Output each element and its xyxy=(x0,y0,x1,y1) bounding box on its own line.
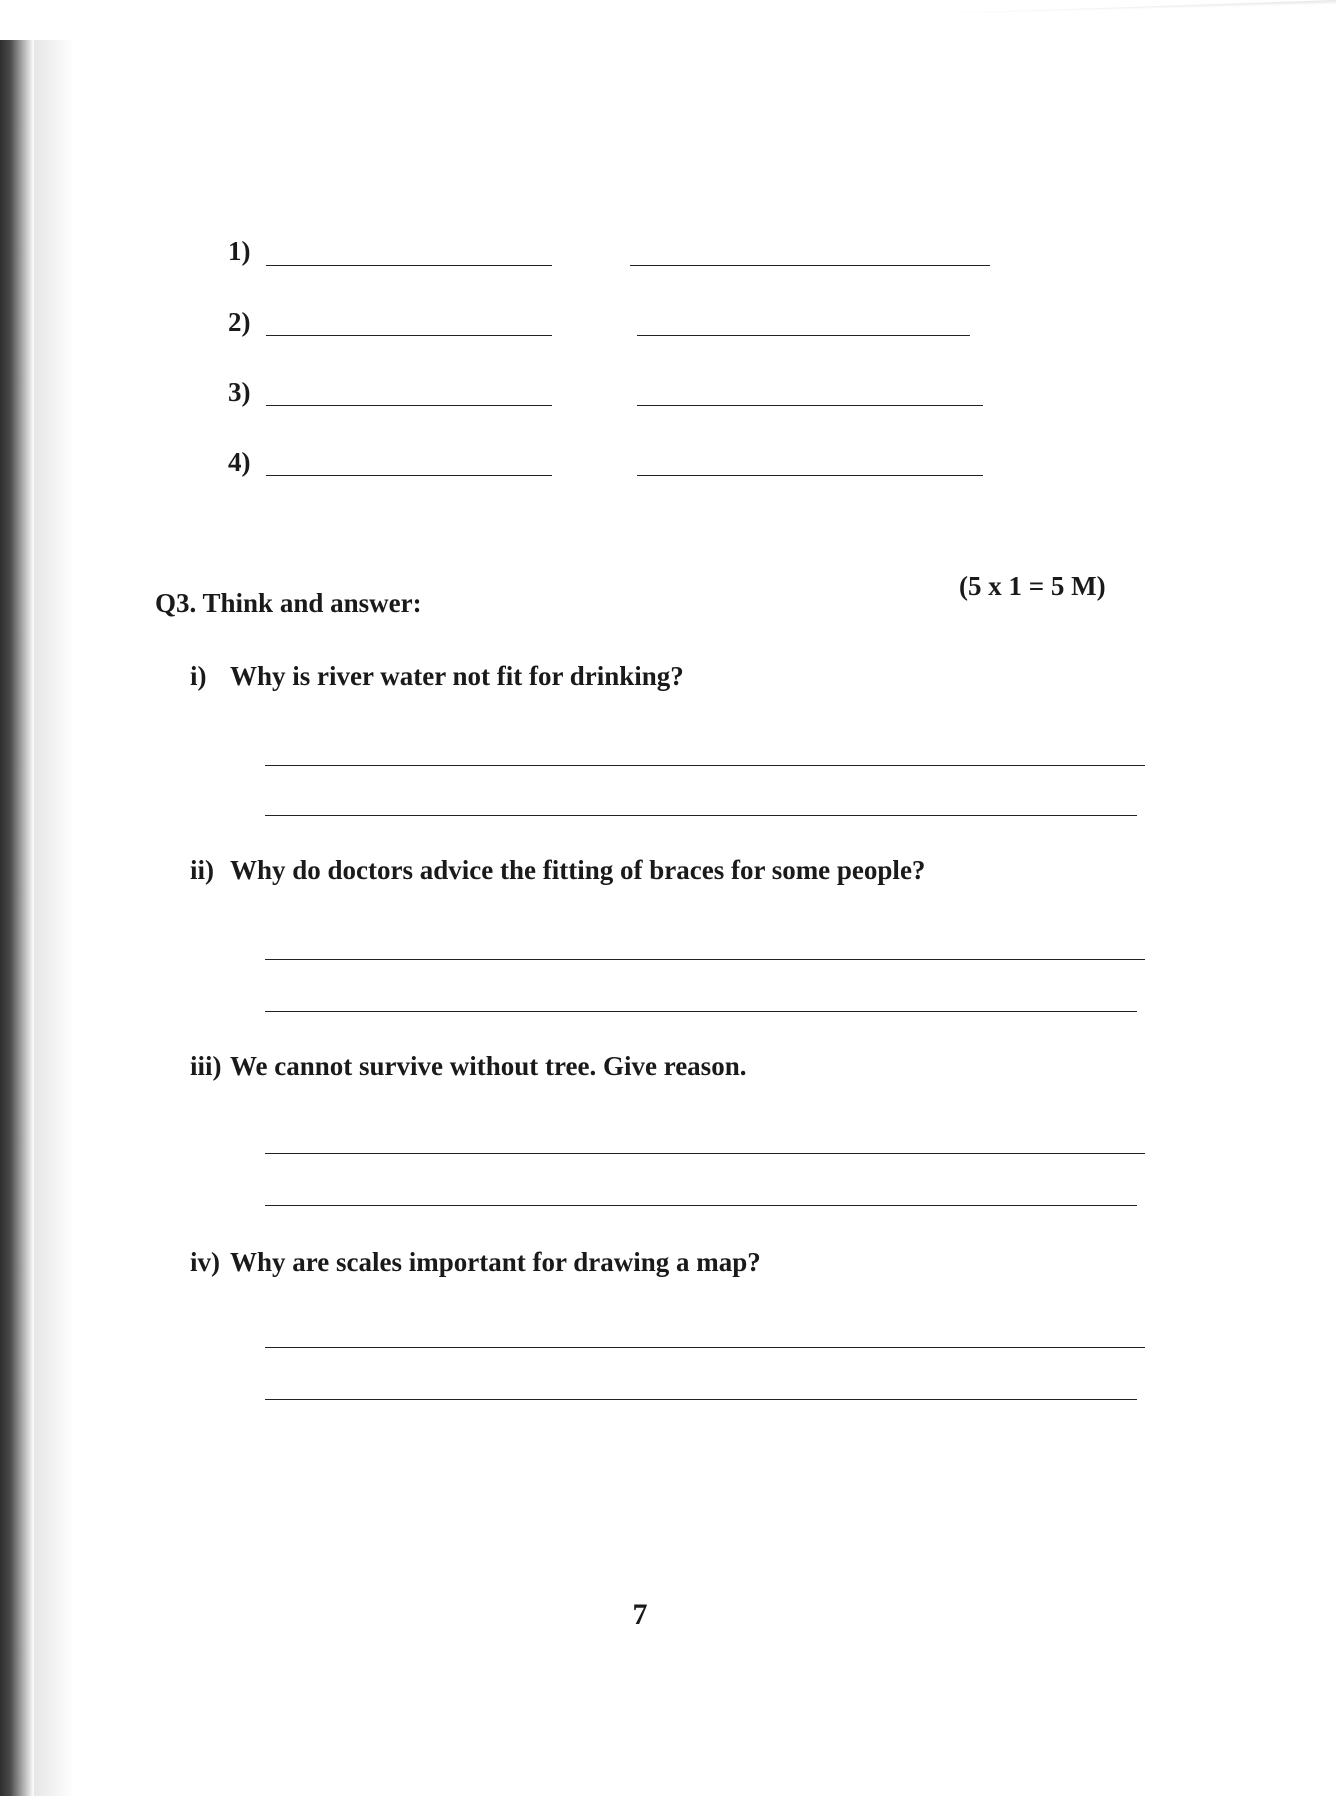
answer-line-3b[interactable] xyxy=(265,1205,1137,1206)
match-blank-right-2[interactable] xyxy=(637,335,970,336)
question-text: Why do doctors advice the fitting of braces for some people? xyxy=(230,855,926,885)
page-number: 7 xyxy=(632,1598,648,1631)
match-blank-left-4[interactable] xyxy=(266,475,552,476)
q3-heading: Q3. Think and answer: xyxy=(155,588,422,618)
question-number: i) xyxy=(190,661,207,691)
scan-left-shadow xyxy=(0,40,34,1796)
question-number: iv) xyxy=(190,1247,220,1277)
scan-top-shadow xyxy=(0,0,1336,60)
question-text: Why are scales important for drawing a map? xyxy=(230,1247,761,1277)
scan-left-fade xyxy=(34,40,74,1796)
question-3 xyxy=(190,1051,746,1082)
match-number: 2) xyxy=(228,307,251,337)
match-blank-left-1[interactable] xyxy=(266,265,552,266)
question-number: iii) xyxy=(190,1051,222,1081)
question-number: ii) xyxy=(190,855,214,885)
question-1 xyxy=(190,661,684,692)
match-number: 3) xyxy=(228,377,251,407)
question-text: We cannot survive without tree. Give reason. xyxy=(230,1051,747,1081)
answer-line-1b[interactable] xyxy=(265,815,1137,816)
match-blank-left-3[interactable] xyxy=(266,405,552,406)
match-blank-left-2[interactable] xyxy=(266,335,552,336)
match-blank-right-3[interactable] xyxy=(637,405,983,406)
answer-line-2b[interactable] xyxy=(265,1011,1137,1012)
answer-line-4a[interactable] xyxy=(265,1347,1145,1348)
answer-line-4b[interactable] xyxy=(265,1399,1137,1400)
answer-line-3a[interactable] xyxy=(265,1153,1145,1154)
q3-marks: (5 x 1 = 5 M) xyxy=(959,571,1106,601)
match-number: 4) xyxy=(228,447,251,477)
question-4 xyxy=(190,1247,761,1278)
match-blank-right-1[interactable] xyxy=(630,265,990,266)
match-blank-right-4[interactable] xyxy=(637,475,983,476)
match-number: 1) xyxy=(228,236,251,266)
question-2 xyxy=(190,855,925,886)
question-text: Why is river water not fit for drinking? xyxy=(230,661,684,691)
answer-line-1a[interactable] xyxy=(265,765,1145,766)
answer-line-2a[interactable] xyxy=(265,959,1145,960)
